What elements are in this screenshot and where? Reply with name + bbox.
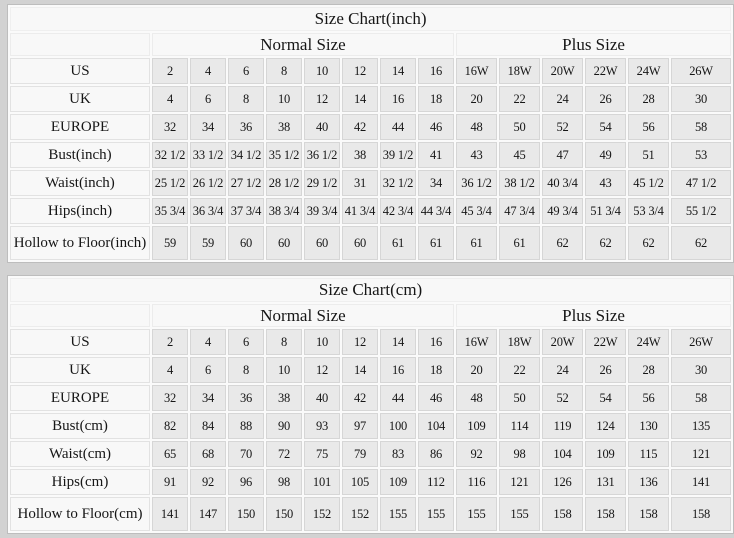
size-value-cell: 155 bbox=[418, 497, 454, 531]
size-value-cell: 61 bbox=[456, 226, 497, 260]
table-row bbox=[10, 142, 731, 168]
size-value-cell: 91 bbox=[152, 469, 188, 495]
size-value-cell: 83 bbox=[380, 441, 416, 467]
size-value-cell: 33 1/2 bbox=[190, 142, 226, 168]
size-value-cell: 2 bbox=[152, 329, 188, 355]
size-value-cell: 48 bbox=[456, 385, 497, 411]
table-row bbox=[10, 385, 731, 411]
size-value-cell: 43 bbox=[456, 142, 497, 168]
size-value-cell: 62 bbox=[585, 226, 626, 260]
size-value-cell: 155 bbox=[499, 497, 540, 531]
size-value-cell: 16 bbox=[380, 357, 416, 383]
size-value-cell: 59 bbox=[152, 226, 188, 260]
table-row bbox=[10, 469, 731, 495]
size-value-cell: 68 bbox=[190, 441, 226, 467]
size-value-cell: 34 bbox=[190, 114, 226, 140]
size-value-cell: 86 bbox=[418, 441, 454, 467]
size-value-cell: 62 bbox=[542, 226, 583, 260]
size-value-cell: 46 bbox=[418, 385, 454, 411]
size-value-cell: 42 bbox=[342, 114, 378, 140]
size-value-cell: 16 bbox=[418, 329, 454, 355]
size-value-cell: 48 bbox=[456, 114, 497, 140]
size-value-cell: 22 bbox=[499, 357, 540, 383]
size-value-cell: 10 bbox=[304, 58, 340, 84]
size-value-cell: 16 bbox=[418, 58, 454, 84]
size-value-cell: 105 bbox=[342, 469, 378, 495]
size-value-cell: 36 1/2 bbox=[304, 142, 340, 168]
size-value-cell: 24W bbox=[628, 58, 669, 84]
size-value-cell: 47 3/4 bbox=[499, 198, 540, 224]
size-value-cell: 12 bbox=[342, 329, 378, 355]
size-value-cell: 36 3/4 bbox=[190, 198, 226, 224]
row-label: EUROPE bbox=[10, 114, 150, 140]
size-value-cell: 10 bbox=[266, 86, 302, 112]
table-row bbox=[10, 58, 731, 84]
normal-size-header: Normal Size bbox=[152, 304, 454, 327]
size-value-cell: 43 bbox=[585, 170, 626, 196]
size-value-cell: 42 bbox=[342, 385, 378, 411]
size-value-cell: 60 bbox=[342, 226, 378, 260]
size-value-cell: 155 bbox=[456, 497, 497, 531]
size-value-cell: 141 bbox=[152, 497, 188, 531]
size-value-cell: 62 bbox=[671, 226, 731, 260]
size-value-cell: 26W bbox=[671, 329, 731, 355]
size-value-cell: 37 3/4 bbox=[228, 198, 264, 224]
size-value-cell: 54 bbox=[585, 385, 626, 411]
size-value-cell: 56 bbox=[628, 385, 669, 411]
row-label: Waist(inch) bbox=[10, 170, 150, 196]
row-label: UK bbox=[10, 86, 150, 112]
size-value-cell: 150 bbox=[266, 497, 302, 531]
table-title: Size Chart(cm) bbox=[10, 278, 731, 302]
size-value-cell: 49 3/4 bbox=[542, 198, 583, 224]
row-label: Hollow to Floor(inch) bbox=[10, 226, 150, 260]
size-value-cell: 92 bbox=[190, 469, 226, 495]
size-value-cell: 104 bbox=[542, 441, 583, 467]
size-value-cell: 8 bbox=[266, 58, 302, 84]
row-label: Bust(inch) bbox=[10, 142, 150, 168]
size-value-cell: 40 3/4 bbox=[542, 170, 583, 196]
size-value-cell: 109 bbox=[585, 441, 626, 467]
size-value-cell: 10 bbox=[266, 357, 302, 383]
size-value-cell: 8 bbox=[228, 357, 264, 383]
size-value-cell: 36 bbox=[228, 385, 264, 411]
size-value-cell: 60 bbox=[304, 226, 340, 260]
size-value-cell: 28 1/2 bbox=[266, 170, 302, 196]
size-value-cell: 29 1/2 bbox=[304, 170, 340, 196]
size-value-cell: 155 bbox=[380, 497, 416, 531]
size-value-cell: 47 1/2 bbox=[671, 170, 731, 196]
size-value-cell: 109 bbox=[380, 469, 416, 495]
size-value-cell: 52 bbox=[542, 114, 583, 140]
table-row bbox=[10, 86, 731, 112]
size-value-cell: 10 bbox=[304, 329, 340, 355]
size-value-cell: 4 bbox=[190, 329, 226, 355]
size-value-cell: 59 bbox=[190, 226, 226, 260]
row-label: EUROPE bbox=[10, 385, 150, 411]
size-value-cell: 26W bbox=[671, 58, 731, 84]
size-value-cell: 42 3/4 bbox=[380, 198, 416, 224]
size-value-cell: 4 bbox=[190, 58, 226, 84]
size-value-cell: 60 bbox=[266, 226, 302, 260]
row-label: UK bbox=[10, 357, 150, 383]
size-value-cell: 51 bbox=[628, 142, 669, 168]
size-value-cell: 31 bbox=[342, 170, 378, 196]
size-value-cell: 75 bbox=[304, 441, 340, 467]
size-value-cell: 35 3/4 bbox=[152, 198, 188, 224]
size-value-cell: 58 bbox=[671, 114, 731, 140]
size-value-cell: 60 bbox=[228, 226, 264, 260]
size-value-cell: 24 bbox=[542, 357, 583, 383]
size-value-cell: 82 bbox=[152, 413, 188, 439]
size-value-cell: 4 bbox=[152, 86, 188, 112]
size-value-cell: 32 1/2 bbox=[380, 170, 416, 196]
size-value-cell: 72 bbox=[266, 441, 302, 467]
size-value-cell: 62 bbox=[628, 226, 669, 260]
size-value-cell: 112 bbox=[418, 469, 454, 495]
size-value-cell: 14 bbox=[380, 329, 416, 355]
size-value-cell: 50 bbox=[499, 114, 540, 140]
size-value-cell: 61 bbox=[499, 226, 540, 260]
size-value-cell: 147 bbox=[190, 497, 226, 531]
size-value-cell: 39 3/4 bbox=[304, 198, 340, 224]
size-value-cell: 4 bbox=[152, 357, 188, 383]
size-value-cell: 44 bbox=[380, 385, 416, 411]
size-value-cell: 51 3/4 bbox=[585, 198, 626, 224]
table-row bbox=[10, 357, 731, 383]
size-value-cell: 65 bbox=[152, 441, 188, 467]
size-value-cell: 97 bbox=[342, 413, 378, 439]
size-value-cell: 18W bbox=[499, 329, 540, 355]
size-value-cell: 131 bbox=[585, 469, 626, 495]
size-value-cell: 20 bbox=[456, 357, 497, 383]
table-row bbox=[10, 170, 731, 196]
corner-cell bbox=[10, 304, 150, 327]
size-value-cell: 36 bbox=[228, 114, 264, 140]
size-value-cell: 22W bbox=[585, 58, 626, 84]
size-value-cell: 27 1/2 bbox=[228, 170, 264, 196]
size-value-cell: 18 bbox=[418, 357, 454, 383]
size-value-cell: 30 bbox=[671, 357, 731, 383]
size-value-cell: 6 bbox=[228, 329, 264, 355]
size-value-cell: 40 bbox=[304, 385, 340, 411]
size-value-cell: 40 bbox=[304, 114, 340, 140]
table-title: Size Chart(inch) bbox=[10, 7, 731, 31]
size-value-cell: 104 bbox=[418, 413, 454, 439]
size-value-cell: 38 bbox=[266, 114, 302, 140]
size-value-cell: 52 bbox=[542, 385, 583, 411]
row-label: Bust(cm) bbox=[10, 413, 150, 439]
size-value-cell: 38 3/4 bbox=[266, 198, 302, 224]
size-value-cell: 25 1/2 bbox=[152, 170, 188, 196]
size-value-cell: 45 3/4 bbox=[456, 198, 497, 224]
size-value-cell: 96 bbox=[228, 469, 264, 495]
size-value-cell: 24 bbox=[542, 86, 583, 112]
size-value-cell: 28 bbox=[628, 86, 669, 112]
size-value-cell: 45 1/2 bbox=[628, 170, 669, 196]
size-value-cell: 22W bbox=[585, 329, 626, 355]
size-value-cell: 18W bbox=[499, 58, 540, 84]
size-value-cell: 20W bbox=[542, 329, 583, 355]
normal-size-header: Normal Size bbox=[152, 33, 454, 56]
size-value-cell: 47 bbox=[542, 142, 583, 168]
size-value-cell: 152 bbox=[304, 497, 340, 531]
corner-cell bbox=[10, 33, 150, 56]
table-title-row bbox=[10, 278, 731, 302]
size-value-cell: 26 1/2 bbox=[190, 170, 226, 196]
table-row bbox=[10, 441, 731, 467]
size-value-cell: 12 bbox=[304, 86, 340, 112]
plus-size-header: Plus Size bbox=[456, 304, 731, 327]
table-row bbox=[10, 413, 731, 439]
size-chart-table-cm bbox=[7, 275, 734, 534]
size-value-cell: 44 bbox=[380, 114, 416, 140]
table-row bbox=[10, 497, 731, 531]
size-value-cell: 8 bbox=[228, 86, 264, 112]
size-value-cell: 50 bbox=[499, 385, 540, 411]
size-value-cell: 92 bbox=[456, 441, 497, 467]
size-value-cell: 16W bbox=[456, 58, 497, 84]
row-label: US bbox=[10, 329, 150, 355]
size-value-cell: 38 bbox=[266, 385, 302, 411]
size-value-cell: 32 bbox=[152, 385, 188, 411]
table-row bbox=[10, 198, 731, 224]
row-label: US bbox=[10, 58, 150, 84]
table-group-header-row bbox=[10, 304, 731, 327]
size-value-cell: 30 bbox=[671, 86, 731, 112]
size-value-cell: 6 bbox=[190, 86, 226, 112]
size-value-cell: 158 bbox=[585, 497, 626, 531]
size-value-cell: 8 bbox=[266, 329, 302, 355]
size-value-cell: 152 bbox=[342, 497, 378, 531]
size-value-cell: 49 bbox=[585, 142, 626, 168]
size-value-cell: 12 bbox=[342, 58, 378, 84]
size-value-cell: 28 bbox=[628, 357, 669, 383]
table-group-header-row bbox=[10, 33, 731, 56]
size-value-cell: 22 bbox=[499, 86, 540, 112]
size-value-cell: 84 bbox=[190, 413, 226, 439]
size-value-cell: 98 bbox=[499, 441, 540, 467]
size-value-cell: 150 bbox=[228, 497, 264, 531]
size-value-cell: 26 bbox=[585, 357, 626, 383]
size-value-cell: 116 bbox=[456, 469, 497, 495]
size-value-cell: 56 bbox=[628, 114, 669, 140]
size-value-cell: 158 bbox=[542, 497, 583, 531]
size-value-cell: 79 bbox=[342, 441, 378, 467]
size-value-cell: 121 bbox=[671, 441, 731, 467]
table-body bbox=[10, 329, 731, 531]
size-value-cell: 6 bbox=[190, 357, 226, 383]
size-value-cell: 6 bbox=[228, 58, 264, 84]
size-value-cell: 53 3/4 bbox=[628, 198, 669, 224]
size-value-cell: 36 1/2 bbox=[456, 170, 497, 196]
row-label: Waist(cm) bbox=[10, 441, 150, 467]
size-value-cell: 98 bbox=[266, 469, 302, 495]
size-value-cell: 20W bbox=[542, 58, 583, 84]
size-value-cell: 54 bbox=[585, 114, 626, 140]
size-value-cell: 114 bbox=[499, 413, 540, 439]
table-row bbox=[10, 114, 731, 140]
size-value-cell: 135 bbox=[671, 413, 731, 439]
size-value-cell: 39 1/2 bbox=[380, 142, 416, 168]
size-value-cell: 61 bbox=[380, 226, 416, 260]
size-value-cell: 35 1/2 bbox=[266, 142, 302, 168]
size-value-cell: 61 bbox=[418, 226, 454, 260]
size-value-cell: 34 1/2 bbox=[228, 142, 264, 168]
row-label: Hollow to Floor(cm) bbox=[10, 497, 150, 531]
size-value-cell: 45 bbox=[499, 142, 540, 168]
size-value-cell: 2 bbox=[152, 58, 188, 84]
size-value-cell: 55 1/2 bbox=[671, 198, 731, 224]
size-value-cell: 158 bbox=[671, 497, 731, 531]
row-label: Hips(cm) bbox=[10, 469, 150, 495]
size-value-cell: 130 bbox=[628, 413, 669, 439]
size-value-cell: 109 bbox=[456, 413, 497, 439]
size-value-cell: 41 bbox=[418, 142, 454, 168]
size-value-cell: 34 bbox=[418, 170, 454, 196]
size-value-cell: 88 bbox=[228, 413, 264, 439]
size-value-cell: 41 3/4 bbox=[342, 198, 378, 224]
size-value-cell: 121 bbox=[499, 469, 540, 495]
size-value-cell: 44 3/4 bbox=[418, 198, 454, 224]
table-title-row bbox=[10, 7, 731, 31]
plus-size-header: Plus Size bbox=[456, 33, 731, 56]
size-value-cell: 124 bbox=[585, 413, 626, 439]
size-value-cell: 38 1/2 bbox=[499, 170, 540, 196]
size-value-cell: 100 bbox=[380, 413, 416, 439]
size-value-cell: 53 bbox=[671, 142, 731, 168]
size-value-cell: 38 bbox=[342, 142, 378, 168]
size-value-cell: 12 bbox=[304, 357, 340, 383]
table-row bbox=[10, 329, 731, 355]
size-value-cell: 101 bbox=[304, 469, 340, 495]
size-value-cell: 158 bbox=[628, 497, 669, 531]
size-chart-table-inch bbox=[7, 4, 734, 263]
size-value-cell: 20 bbox=[456, 86, 497, 112]
size-value-cell: 141 bbox=[671, 469, 731, 495]
table-row bbox=[10, 226, 731, 260]
size-value-cell: 93 bbox=[304, 413, 340, 439]
size-value-cell: 32 bbox=[152, 114, 188, 140]
size-value-cell: 32 1/2 bbox=[152, 142, 188, 168]
size-value-cell: 14 bbox=[380, 58, 416, 84]
size-value-cell: 46 bbox=[418, 114, 454, 140]
size-value-cell: 58 bbox=[671, 385, 731, 411]
table-body bbox=[10, 58, 731, 260]
size-value-cell: 16 bbox=[380, 86, 416, 112]
size-value-cell: 16W bbox=[456, 329, 497, 355]
size-value-cell: 90 bbox=[266, 413, 302, 439]
row-label: Hips(inch) bbox=[10, 198, 150, 224]
size-value-cell: 126 bbox=[542, 469, 583, 495]
size-value-cell: 26 bbox=[585, 86, 626, 112]
size-value-cell: 119 bbox=[542, 413, 583, 439]
size-value-cell: 34 bbox=[190, 385, 226, 411]
size-value-cell: 70 bbox=[228, 441, 264, 467]
size-value-cell: 136 bbox=[628, 469, 669, 495]
size-value-cell: 14 bbox=[342, 357, 378, 383]
size-value-cell: 18 bbox=[418, 86, 454, 112]
size-value-cell: 14 bbox=[342, 86, 378, 112]
size-value-cell: 24W bbox=[628, 329, 669, 355]
size-value-cell: 115 bbox=[628, 441, 669, 467]
